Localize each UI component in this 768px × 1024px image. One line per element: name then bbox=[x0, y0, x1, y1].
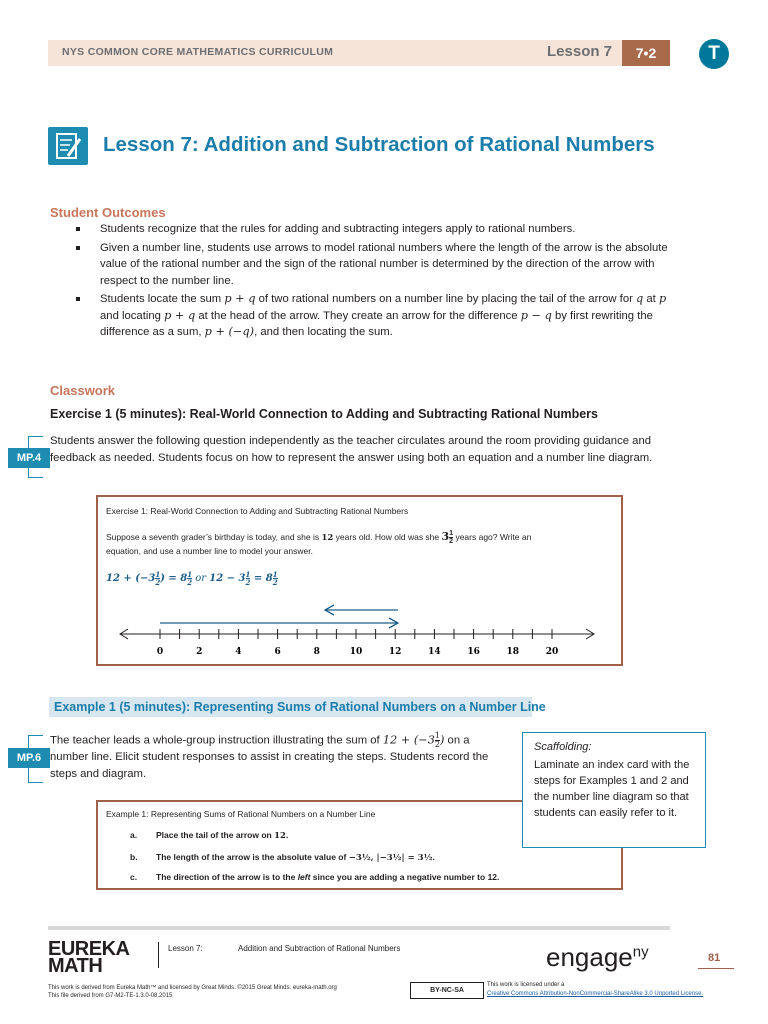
footer-lesson-title: Addition and Subtraction of Rational Numbers bbox=[238, 944, 401, 953]
cc-license-badge: BY-NC-SA bbox=[410, 982, 484, 999]
footer-separator bbox=[158, 942, 159, 968]
number-line-tick-label: 12 bbox=[388, 647, 402, 657]
step-label: a. bbox=[130, 830, 138, 840]
outcomes-heading: Student Outcomes bbox=[50, 205, 166, 220]
outcome-item: Given a number line, students use arrows to model rational numbers where the length of the arrow is the absolute value of the rational number and the sign of the rational number is determined by the direction of the arrow with respect to the number line. bbox=[74, 240, 674, 290]
engageny-logo: engage$^{ny}$ bbox=[546, 942, 649, 972]
number-line-tick-label: 18 bbox=[506, 647, 520, 657]
exercise-answer: 12 + (−3 $\frac{1}{2}$ ) = 8 $\frac{1}{2}$ or 12 − 3 $\frac{1}{2}$ = 8 $\frac{1}{2}$ bbox=[106, 570, 278, 587]
lesson-label: Lesson 7 bbox=[547, 43, 613, 60]
number-line-tick-label: 6 bbox=[274, 647, 281, 657]
footer-credit: This work is derived from Eureka Math™ and licensed by Great Minds. ©2015 Great Minds. eureka-math.org bbox=[48, 985, 337, 991]
number-line-diagram bbox=[98, 592, 617, 662]
curriculum-label: NYS COMMON CORE MATHEMATICS CURRICULUM bbox=[62, 46, 334, 58]
mp6-badge: MP.6 bbox=[8, 748, 50, 768]
example-box-title: Example 1: Representing Sums of Rational Numbers on a Number Line bbox=[106, 809, 376, 819]
number-line-tick-label: 14 bbox=[428, 647, 441, 657]
grade-module-badge: 7•2 bbox=[622, 40, 670, 66]
number-line-tick-label: 10 bbox=[349, 647, 363, 657]
number-line-tick-label: 0 bbox=[156, 647, 164, 657]
exercise-box-title: Exercise 1: Real-World Connection to Adding and Subtracting Rational Numbers bbox=[106, 506, 409, 516]
exercise-1-paragraph: Students answer the following question independently as the teacher circulates around the room providing guidance and feedback as needed. Students focus on how to represent the answer using both an equation and a number line diagram. bbox=[50, 435, 653, 464]
lesson-notepad-icon bbox=[48, 127, 88, 165]
footer-divider bbox=[48, 926, 670, 930]
step-label: b. bbox=[130, 852, 138, 862]
number-line-tick-label: 4 bbox=[235, 647, 242, 657]
exercise-1-heading: Exercise 1 (5 minutes): Real-World Connection to Adding and Subtracting Rational Numbers bbox=[50, 407, 598, 421]
eureka-math-logo: EUREKA MATH bbox=[48, 938, 130, 977]
scaffolding-heading: Scaffolding: bbox=[534, 741, 592, 753]
outcome-item: Students locate the sum p + q of two rational numbers on a number line by placing the tail of the arrow for q at p and locating p + q at the head of the arrow. They create an arrow for the difference p − q by first rewriting the difference as a sum, p + (−q), and then locating the sum. bbox=[74, 291, 674, 341]
scaffolding-text: Laminate an index card with the steps for Examples 1 and 2 and the number line diagram so that students can easily refer to it. bbox=[534, 759, 690, 819]
classwork-heading: Classwork bbox=[50, 383, 116, 398]
exercise-question-line2: equation, and use a number line to model your answer. bbox=[106, 546, 313, 556]
teacher-badge: T bbox=[699, 39, 729, 69]
outcomes-list bbox=[74, 221, 674, 343]
step-text: The direction of the arrow is to the left since you are adding a negative number to 12. bbox=[156, 872, 500, 882]
license-link[interactable]: Creative Commons Attribution-NonCommercial-ShareAlike 3.0 Unported License. bbox=[487, 991, 704, 997]
scaffolding-box bbox=[522, 732, 706, 848]
footer-file: This file derived from G7-M2-TE-1.3.0-08.2015 bbox=[48, 993, 173, 999]
page-title: Lesson 7: Addition and Subtraction of Rational Numbers bbox=[103, 133, 655, 156]
step-text: Place the tail of the arrow on 12. bbox=[156, 830, 289, 841]
footer-lesson-label: Lesson 7: bbox=[168, 944, 203, 953]
license-text: This work is licensed under a bbox=[487, 982, 565, 988]
number-line-tick-label: 8 bbox=[313, 647, 320, 657]
number-line-tick-label: 2 bbox=[196, 647, 203, 657]
outcome-item: Students recognize that the rules for adding and subtracting integers apply to rational numbers. bbox=[74, 221, 674, 238]
exercise-question: Suppose a seventh grader’s birthday is today, and she is 12 years old. How old was she 3 $\frac{1}{2}$ years ago? Write an bbox=[106, 530, 532, 546]
number-line-tick-label: 20 bbox=[545, 647, 559, 657]
number-line-tick-label: 16 bbox=[467, 647, 480, 657]
mp4-badge: MP.4 bbox=[8, 448, 50, 468]
step-text: The length of the arrow is the absolute value of −3½, |−3½| = 3½. bbox=[156, 852, 435, 863]
page-number-underline bbox=[698, 968, 734, 969]
exercise-1-box bbox=[96, 495, 623, 666]
page-number: 81 bbox=[708, 952, 721, 964]
example-1-heading: Example 1 (5 minutes): Representing Sums of Rational Numbers on a Number Line bbox=[54, 700, 546, 714]
example-1-paragraph: The teacher leads a whole-group instruction illustrating the sum of 12 + (−3 $\frac{1}{2}$ ) on a number line. Elicit student responses to assist in creating the steps. Students record the steps and diagram. bbox=[50, 731, 489, 780]
step-label: c. bbox=[130, 872, 138, 882]
